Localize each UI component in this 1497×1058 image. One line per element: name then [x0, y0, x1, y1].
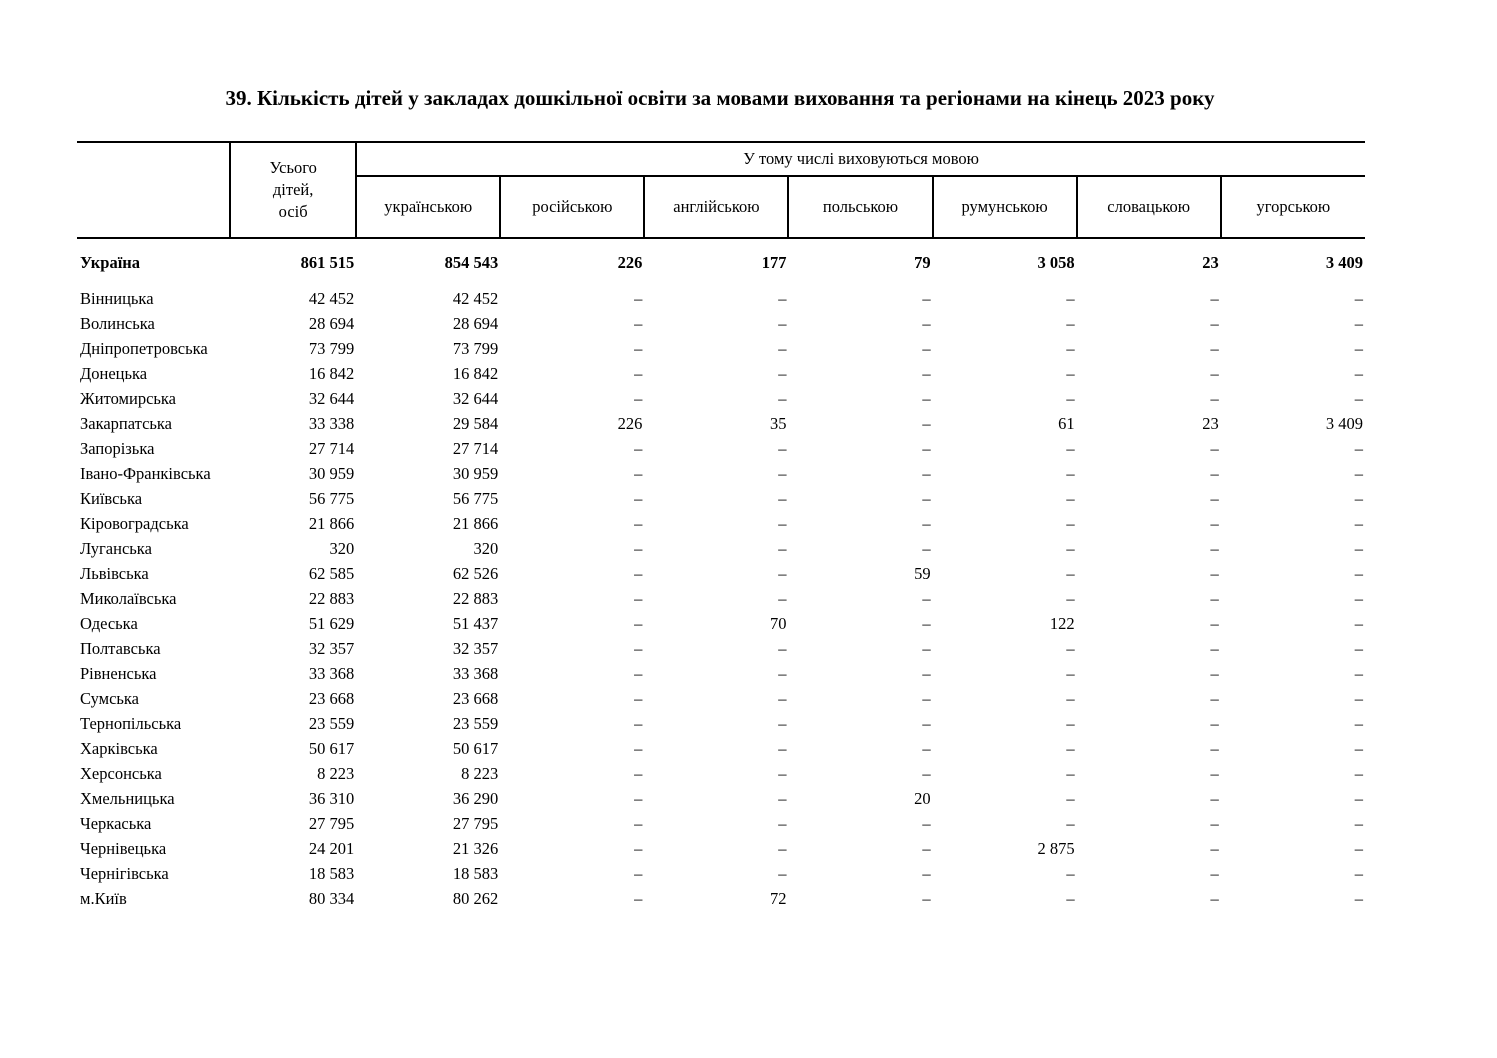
table-cell: –	[634, 338, 643, 358]
region-name: Хмельницька	[80, 788, 175, 808]
table-row	[77, 286, 1365, 311]
table-cell: –	[778, 638, 787, 658]
table-cell: –	[634, 763, 643, 783]
table-cell: –	[1354, 338, 1363, 358]
table-cell: –	[1066, 688, 1075, 708]
table-cell: –	[1066, 813, 1075, 833]
table-row	[77, 836, 1365, 861]
table-cell: –	[1210, 613, 1219, 633]
table-cell: –	[634, 388, 643, 408]
table-cell: –	[1066, 488, 1075, 508]
table-row	[77, 361, 1365, 386]
table-cell: 854 543	[444, 253, 499, 272]
table-cell: –	[1210, 638, 1219, 658]
table-cell: 122	[1049, 613, 1075, 633]
table-cell: –	[634, 438, 643, 458]
table-cell: 23 559	[452, 713, 499, 733]
table-row	[77, 811, 1365, 836]
total-header-line2: дітей,	[272, 180, 314, 199]
table-cell: –	[1066, 738, 1075, 758]
table-cell: –	[1354, 663, 1363, 683]
region-name: Кіровоградська	[80, 513, 189, 533]
table-cell: –	[922, 513, 931, 533]
table-cell: –	[922, 338, 931, 358]
table-cell: –	[1354, 463, 1363, 483]
table-cell: –	[778, 863, 787, 883]
table-cell: –	[1354, 713, 1363, 733]
region-name: Чернівецька	[80, 838, 167, 858]
table-cell: –	[922, 388, 931, 408]
table-cell: 21 326	[452, 838, 499, 858]
table-cell: 861 515	[300, 253, 355, 272]
table-cell: –	[778, 463, 787, 483]
table-cell: 22 883	[452, 588, 499, 608]
table-cell: 23 668	[452, 688, 499, 708]
table-cell: –	[1066, 588, 1075, 608]
table-cell: 56 775	[452, 488, 499, 508]
table-cell: 3 409	[1325, 413, 1363, 433]
region-name: Черкаська	[80, 813, 152, 833]
table-cell: –	[1354, 688, 1363, 708]
table-cell: 20	[914, 788, 931, 808]
table-row	[77, 486, 1365, 511]
region-name: Сумська	[80, 688, 140, 708]
total-header-line1: Усього	[269, 158, 317, 177]
table-cell: –	[778, 338, 787, 358]
table-cell: –	[1354, 613, 1363, 633]
table-cell: –	[634, 688, 643, 708]
region-name: Волинська	[80, 313, 155, 333]
table-cell: –	[1210, 563, 1219, 583]
table-cell: –	[1354, 763, 1363, 783]
region-name: Закарпатська	[80, 413, 173, 433]
table-cell: –	[1210, 738, 1219, 758]
data-table	[77, 141, 1365, 911]
language-header: угорською	[1221, 176, 1365, 238]
total-header-line3: осіб	[278, 202, 308, 221]
table-cell: 50 617	[308, 738, 355, 758]
table-cell: –	[778, 838, 787, 858]
table-cell: –	[634, 588, 643, 608]
table-cell: 36 290	[452, 788, 499, 808]
table-cell: 62 585	[308, 563, 355, 583]
table-cell: –	[1210, 838, 1219, 858]
table-cell: 30 959	[452, 463, 499, 483]
table-cell: –	[1066, 338, 1075, 358]
table-cell: –	[1354, 388, 1363, 408]
table-cell: –	[778, 763, 787, 783]
table-cell: 2 875	[1037, 838, 1075, 858]
table-cell: –	[778, 813, 787, 833]
region-name: Київська	[80, 488, 143, 508]
region-name: Херсонська	[80, 763, 162, 783]
table-cell: –	[922, 888, 931, 908]
total-row	[77, 238, 1365, 277]
table-cell: 50 617	[452, 738, 499, 758]
total-row-name: Україна	[80, 253, 141, 272]
table-cell: 42 452	[308, 288, 355, 308]
table-row	[77, 661, 1365, 686]
table-cell: –	[922, 813, 931, 833]
table-cell: –	[1354, 838, 1363, 858]
table-cell: –	[1210, 863, 1219, 883]
table-cell: –	[778, 738, 787, 758]
table-cell: –	[922, 663, 931, 683]
table-cell: –	[1354, 513, 1363, 533]
table-cell: –	[1066, 638, 1075, 658]
table-title: 39. Кількість дітей у закладах дошкільної освіти за мовами виховання та регіонами на кінець 2023 року	[225, 86, 1215, 110]
table-cell: 23 559	[308, 713, 355, 733]
table-cell: 226	[617, 253, 643, 272]
table-cell: –	[1210, 438, 1219, 458]
table-cell: –	[634, 363, 643, 383]
table-cell: –	[778, 538, 787, 558]
language-header: українською	[356, 176, 500, 238]
table-row	[77, 686, 1365, 711]
table-cell: –	[778, 588, 787, 608]
table-cell: –	[1354, 313, 1363, 333]
table-cell: 8 223	[317, 763, 355, 783]
table-row	[77, 511, 1365, 536]
table-row	[77, 786, 1365, 811]
table-row	[77, 411, 1365, 436]
table-cell: –	[634, 613, 643, 633]
table-cell: –	[634, 638, 643, 658]
table-cell: –	[634, 838, 643, 858]
table-row	[77, 586, 1365, 611]
row-spacer	[77, 277, 1365, 286]
table-cell: –	[1354, 488, 1363, 508]
total-column-header	[230, 142, 356, 238]
table-cell: –	[1066, 888, 1075, 908]
table-cell: –	[1210, 663, 1219, 683]
table-cell: 8 223	[461, 763, 499, 783]
table-cell: –	[922, 463, 931, 483]
region-name: Донецька	[80, 363, 148, 383]
table-cell: 16 842	[452, 363, 499, 383]
table-cell: –	[1354, 863, 1363, 883]
table-row	[77, 761, 1365, 786]
region-name: Львівська	[80, 563, 149, 583]
table-cell: 51 629	[308, 613, 355, 633]
table-cell: –	[922, 313, 931, 333]
table-cell: –	[634, 563, 643, 583]
table-cell: –	[1354, 363, 1363, 383]
table-cell: 33 368	[452, 663, 499, 683]
table-cell: –	[1210, 763, 1219, 783]
table-cell: –	[922, 638, 931, 658]
table-cell: –	[1354, 588, 1363, 608]
table-cell: –	[634, 513, 643, 533]
table-cell: –	[922, 588, 931, 608]
table-cell: 27 795	[308, 813, 355, 833]
table-cell: –	[778, 788, 787, 808]
table-row	[77, 611, 1365, 636]
table-cell: 27 795	[452, 813, 499, 833]
table-cell: 16 842	[308, 363, 355, 383]
table-cell: 32 357	[452, 638, 499, 658]
table-cell: –	[1354, 788, 1363, 808]
table-cell: 226	[617, 413, 643, 433]
table-cell: –	[634, 813, 643, 833]
table-row	[77, 311, 1365, 336]
region-name: Рівненська	[80, 663, 157, 683]
region-name: Одеська	[80, 613, 138, 633]
table-cell: 42 452	[452, 288, 499, 308]
table-row	[77, 711, 1365, 736]
table-cell: 51 437	[452, 613, 499, 633]
table-cell: –	[778, 513, 787, 533]
table-cell: –	[1066, 288, 1075, 308]
table-cell: 23 668	[308, 688, 355, 708]
table-cell: 18 583	[308, 863, 355, 883]
table-cell: 32 644	[452, 388, 499, 408]
table-cell: –	[634, 863, 643, 883]
table-cell: –	[634, 738, 643, 758]
table-cell: –	[778, 363, 787, 383]
table-cell: –	[778, 288, 787, 308]
table-row	[77, 736, 1365, 761]
table-cell: 35	[769, 413, 787, 433]
region-name: Дніпропетровська	[80, 338, 208, 358]
table-cell: –	[922, 288, 931, 308]
table-cell: 61	[1058, 413, 1075, 433]
table-cell: 73 799	[308, 338, 355, 358]
region-name: м.Київ	[80, 888, 127, 908]
table-cell: –	[922, 763, 931, 783]
table-cell: 28 694	[452, 313, 499, 333]
region-column-header	[77, 142, 230, 238]
table-cell: –	[1066, 438, 1075, 458]
language-header: словацькою	[1077, 176, 1221, 238]
table-cell: –	[1210, 538, 1219, 558]
table-cell: 59	[914, 563, 931, 583]
table-cell: –	[922, 438, 931, 458]
table-cell: –	[1066, 363, 1075, 383]
table-cell: –	[922, 863, 931, 883]
region-name: Луганська	[80, 538, 152, 558]
table-cell: –	[1066, 663, 1075, 683]
table-cell: –	[1066, 863, 1075, 883]
table-cell: –	[1066, 313, 1075, 333]
table-cell: 18 583	[452, 863, 499, 883]
table-cell: –	[1354, 738, 1363, 758]
table-cell: –	[922, 838, 931, 858]
table-cell: –	[778, 563, 787, 583]
table-cell: –	[922, 713, 931, 733]
table-cell: 23	[1202, 253, 1219, 272]
table-cell: 24 201	[308, 838, 355, 858]
table-cell: –	[1354, 638, 1363, 658]
table-cell: 80 262	[452, 888, 499, 908]
table-cell: –	[1066, 788, 1075, 808]
table-row	[77, 886, 1365, 911]
table-cell: –	[1066, 763, 1075, 783]
table-row	[77, 386, 1365, 411]
table-body	[77, 238, 1365, 911]
table-cell: –	[1066, 388, 1075, 408]
table-cell: –	[1066, 463, 1075, 483]
table-cell: –	[634, 288, 643, 308]
region-name: Тернопільська	[80, 713, 182, 733]
table-cell: –	[1210, 363, 1219, 383]
table-cell: 320	[329, 538, 355, 558]
table-cell: 73 799	[452, 338, 499, 358]
table-row	[77, 536, 1365, 561]
table-cell: –	[1210, 588, 1219, 608]
table-cell: –	[1210, 338, 1219, 358]
table-cell: –	[634, 313, 643, 333]
region-name: Чернігівська	[80, 863, 169, 883]
table-row	[77, 561, 1365, 586]
language-header: англійською	[644, 176, 788, 238]
table-cell: –	[778, 688, 787, 708]
table-cell: 27 714	[308, 438, 355, 458]
table-cell: –	[1210, 463, 1219, 483]
table-cell: –	[1210, 788, 1219, 808]
language-header: російською	[500, 176, 644, 238]
table-cell: –	[778, 713, 787, 733]
region-name: Житомирська	[80, 388, 177, 408]
table-cell: 33 368	[308, 663, 355, 683]
table-row	[77, 436, 1365, 461]
table-cell: 80 334	[308, 888, 355, 908]
table-cell: 3 058	[1037, 253, 1075, 272]
table-cell: –	[1210, 288, 1219, 308]
region-name: Харківська	[80, 738, 158, 758]
table-cell: –	[634, 663, 643, 683]
table-cell: –	[1066, 563, 1075, 583]
table-cell: –	[634, 788, 643, 808]
table-cell: –	[1354, 813, 1363, 833]
table-cell: 27 714	[452, 438, 499, 458]
table-cell: –	[634, 713, 643, 733]
region-name: Івано-Франківська	[80, 463, 211, 483]
language-span-header: У тому числі виховуються мовою	[356, 142, 1365, 176]
table-cell: –	[778, 663, 787, 683]
table-cell: –	[1354, 888, 1363, 908]
table-cell: –	[778, 388, 787, 408]
table-cell: –	[922, 538, 931, 558]
table-cell: –	[1354, 288, 1363, 308]
table-cell: –	[778, 313, 787, 333]
table-cell: 30 959	[308, 463, 355, 483]
table-cell: 3 409	[1325, 253, 1363, 272]
table-cell: 23	[1202, 413, 1219, 433]
table-cell: 320	[473, 538, 499, 558]
table-cell: –	[922, 413, 931, 433]
table-cell: –	[1210, 488, 1219, 508]
region-name: Запорізька	[80, 438, 155, 458]
table-cell: 62 526	[452, 563, 499, 583]
table-cell: 177	[761, 253, 787, 272]
table-cell: –	[1210, 713, 1219, 733]
table-cell: 79	[914, 253, 931, 272]
table-cell: –	[1210, 313, 1219, 333]
table-cell: 56 775	[308, 488, 355, 508]
table-cell: –	[1210, 388, 1219, 408]
table-row	[77, 636, 1365, 661]
table-cell: –	[1210, 513, 1219, 533]
table-cell: –	[778, 438, 787, 458]
table-cell: 72	[769, 888, 787, 908]
table-cell: –	[1210, 688, 1219, 708]
table-cell: –	[1354, 563, 1363, 583]
table-row	[77, 861, 1365, 886]
table-cell: –	[1066, 513, 1075, 533]
table-cell: –	[1210, 888, 1219, 908]
table-cell: –	[1354, 438, 1363, 458]
table-cell: –	[1210, 813, 1219, 833]
table-cell: –	[1066, 713, 1075, 733]
table-cell: –	[778, 488, 787, 508]
table-cell: –	[922, 488, 931, 508]
table-cell: –	[1066, 538, 1075, 558]
table-cell: 29 584	[452, 413, 499, 433]
table-cell: –	[922, 613, 931, 633]
table-cell: –	[634, 538, 643, 558]
table-cell: 70	[769, 613, 787, 633]
table-cell: –	[634, 888, 643, 908]
table-row	[77, 461, 1365, 486]
table-cell: –	[634, 463, 643, 483]
table-cell: 28 694	[308, 313, 355, 333]
table-cell: 36 310	[308, 788, 355, 808]
table-cell: 21 866	[308, 513, 355, 533]
table-cell: –	[634, 488, 643, 508]
table-header	[77, 142, 1365, 238]
table-cell: 33 338	[308, 413, 355, 433]
region-name: Миколаївська	[80, 588, 177, 608]
language-header: румунською	[933, 176, 1077, 238]
language-header: польською	[788, 176, 932, 238]
table-cell: 22 883	[308, 588, 355, 608]
table-cell: –	[922, 688, 931, 708]
table-row	[77, 336, 1365, 361]
table-cell: 32 644	[308, 388, 355, 408]
table-cell: –	[1354, 538, 1363, 558]
region-name: Полтавська	[80, 638, 161, 658]
table-cell: 32 357	[308, 638, 355, 658]
table-cell: –	[922, 738, 931, 758]
region-name: Вінницька	[80, 288, 154, 308]
table-cell: 21 866	[452, 513, 499, 533]
table-cell: –	[922, 363, 931, 383]
